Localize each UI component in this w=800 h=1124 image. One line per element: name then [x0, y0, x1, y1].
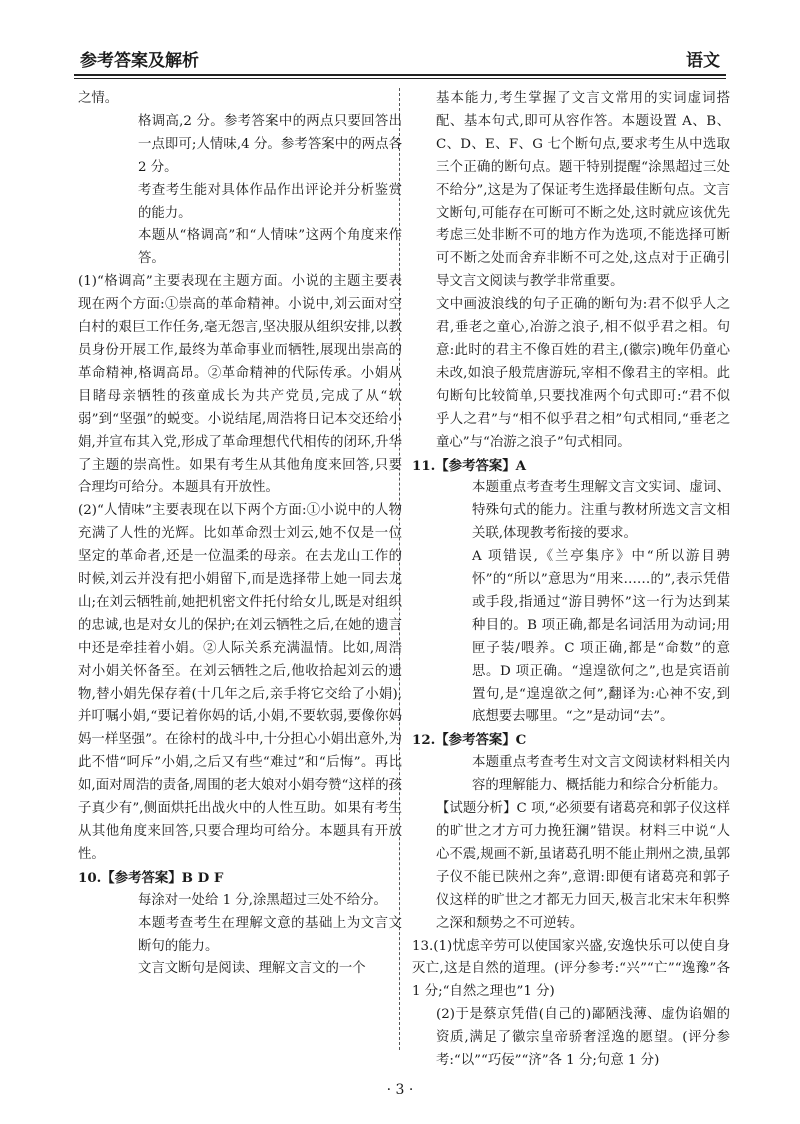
answer-heading-11: 11.【参考答案】A: [412, 457, 527, 474]
paragraph: 文中画波浪线的句子正确的断句为:君不似乎人之君,垂老之童心,冶游之浪子,相不似乎君之相。句意:此时的君主不像百姓的君主,(徽宗)晚年仍童心未改,如浪子般荒唐游玩,宰相不像君主的宰相。此句断句比较简单,只要找准两个句式即可:“君不似乎人之君”与“相不似乎君之相”句式相同,“垂老之童心”与“冶游之浪子”句式相同。: [436, 297, 730, 450]
paragraph: (2)“人情味”主要表现在以下两个方面:①小说中的人物充满了人性的光辉。比如革命烈士刘云,她不仅是一位坚定的革命者,还是一位温柔的母亲。在去龙山工作的时候,刘云并没有把小娟留下,而是选择带上她一同去龙山;在刘云牺牲前,她把机密文件托付给女儿,既是对组织的忠诚,也是对女儿的保护;在刘云牺牲之后,在她的遗言中还是牵挂着小娟。②人际关系充满温情。比如,周浩对小娟关怀备至。在刘云牺牲之后,他收拾起刘云的遗物,替小娟先保存着(十几年之后,亲手将它交给了小娟),并叮嘱小娟,“要记着你妈的话,小娟,不要软弱,要像你妈妈一样坚强”。在徐村的战斗中,十分担心小娟出意外,为此不惜“呵斥”小娟,之后又有些“难过”和“后悔”。再比如,面对周浩的责备,周围的老大娘对小娟夸赞“这样的孩子真少有”,侧面烘托出战火中的人性互助。如果有考生从其他角度来回答,只要合理均可给分。本题具有开放性。: [78, 503, 402, 862]
page-number: · 3 ·: [386, 1082, 414, 1098]
paragraph: 格调高,2 分。参考答案中的两点只要回答出一点即可;人情味,4 分。参考答案中的两点各 2 分。: [138, 113, 402, 175]
paragraph: 本题重点考查考生对文言文阅读材料相关内容的理解能力、概括能力和综合分析能力。: [472, 755, 730, 794]
answer-heading-10: 10.【参考答案】B D F: [78, 869, 224, 886]
left-column: [78, 88, 402, 981]
header-subject: 语文: [686, 51, 720, 71]
paragraph: 基本能力,考生掌握了文言文常用的实词虚词搭配、基本句式,即可从容作答。本题设置 A、B、C、D、E、F、G 七个断句点,要求考生从中选取三个正确的断句点。题干特别提醒“涂黑超过三处不给分”,这是为了保证考生选择最佳断句点。文言文断句,可能存在可断可不断之处,这时就应该优先考虑三处非断不可的地方作为选项,不能选择可断可不断之处而舍弃非断不可之处,这点对于正确引导文言文阅读与教学非常重要。: [436, 91, 730, 290]
paragraph: 考查考生能对具体作品作出评论并分析鉴赏的能力。: [138, 182, 402, 221]
answer-13-part-1: 13.(1)忧虑辛劳可以使国家兴盛,安逸快乐可以使自身灭亡,这是自然的道理。(评分参考:“兴”“亡”“逸豫”各 1 分;“自然之理也”1 分): [412, 938, 730, 1000]
paragraph: A 项错误,《兰亭集序》中“所以游目骋怀”的“所以”意思为“用来……的”,表示凭借或手段,指通过“游目骋怀”这一行为达到某种目的。B 项正确,都是名词活用为动词;用匣子装/喂养。C 项正确,都是“命数”的意思。D 项正确。“遑遑欲何之”,也是宾语前置句,是“遑遑欲之何”,翻译为:心神不安,到底想要去哪里。“之”是动词“去”。: [472, 549, 730, 725]
page-header: [74, 42, 726, 72]
paragraph: 本题从“格调高”和“人情味”这两个角度来作答。: [138, 228, 402, 267]
answer-13-part-2: (2)于是蔡京凭借(自己的)鄙陋浅薄、虚伪谄媚的资质,满足了徽宗皇帝骄奢淫逸的愿望。(评分参考:“以”“巧佞”“济”各 1 分;句意 1 分): [436, 1007, 730, 1069]
paragraph: 每涂对一处给 1 分,涂黑超过三处不给分。: [138, 892, 387, 908]
header-rule: [74, 74, 726, 76]
paragraph: 本题考查考生在理解文意的基础上为文言文断句的能力。: [138, 915, 402, 954]
paragraph: 本题重点考查考生理解文言文实词、虚词、特殊句式的能力。注重与教材所选文言文相关联,体现教考衔接的要求。: [472, 480, 730, 542]
paragraph: 【试题分析】C 项,“必须要有诸葛亮和郭子仪这样的旷世之才方可力挽狂澜”错误。材料三中说“人心不震,规画不新,虽诸葛孔明不能止荆州之溃,虽郭子仪不能已陕州之奔”,意谓:即便有诸葛亮和郭子仪这样的旷世之才都无力回天,极言北宋末年积弊之深和颓势之不可逆转。: [436, 801, 730, 931]
paragraph: 文言文断句是阅读、理解文言文的一个: [138, 961, 366, 977]
paragraph: 之情。: [78, 91, 119, 106]
right-column: [412, 88, 730, 1073]
paragraph: (1)“格调高”主要表现在主题方面。小说的主题主要表现在两个方面:①崇高的革命精神。小说中,刘云面对空白村的艰巨工作任务,毫无怨言,坚决服从组织安排,以教员身份开展工作,最终为革命事业而牺牲,展现出崇高的革命精神,格调高昂。②革命精神的代际传承。小娟从目睹母亲牺牲的孩童成长为共产党员,完成了从“软弱”到“坚强”的蜕变。小说结尾,周浩将日记本交还给小娟,并宣布其入党,形成了革命理想代代相传的闭环,升华了主题的崇高性。如果有考生从其他角度来回答,只要合理均可给分。本题具有开放性。: [78, 274, 402, 496]
header-rule-thin: [74, 78, 726, 79]
header-title: 参考答案及解析: [80, 51, 199, 71]
answer-heading-12: 12.【参考答案】C: [412, 732, 527, 749]
